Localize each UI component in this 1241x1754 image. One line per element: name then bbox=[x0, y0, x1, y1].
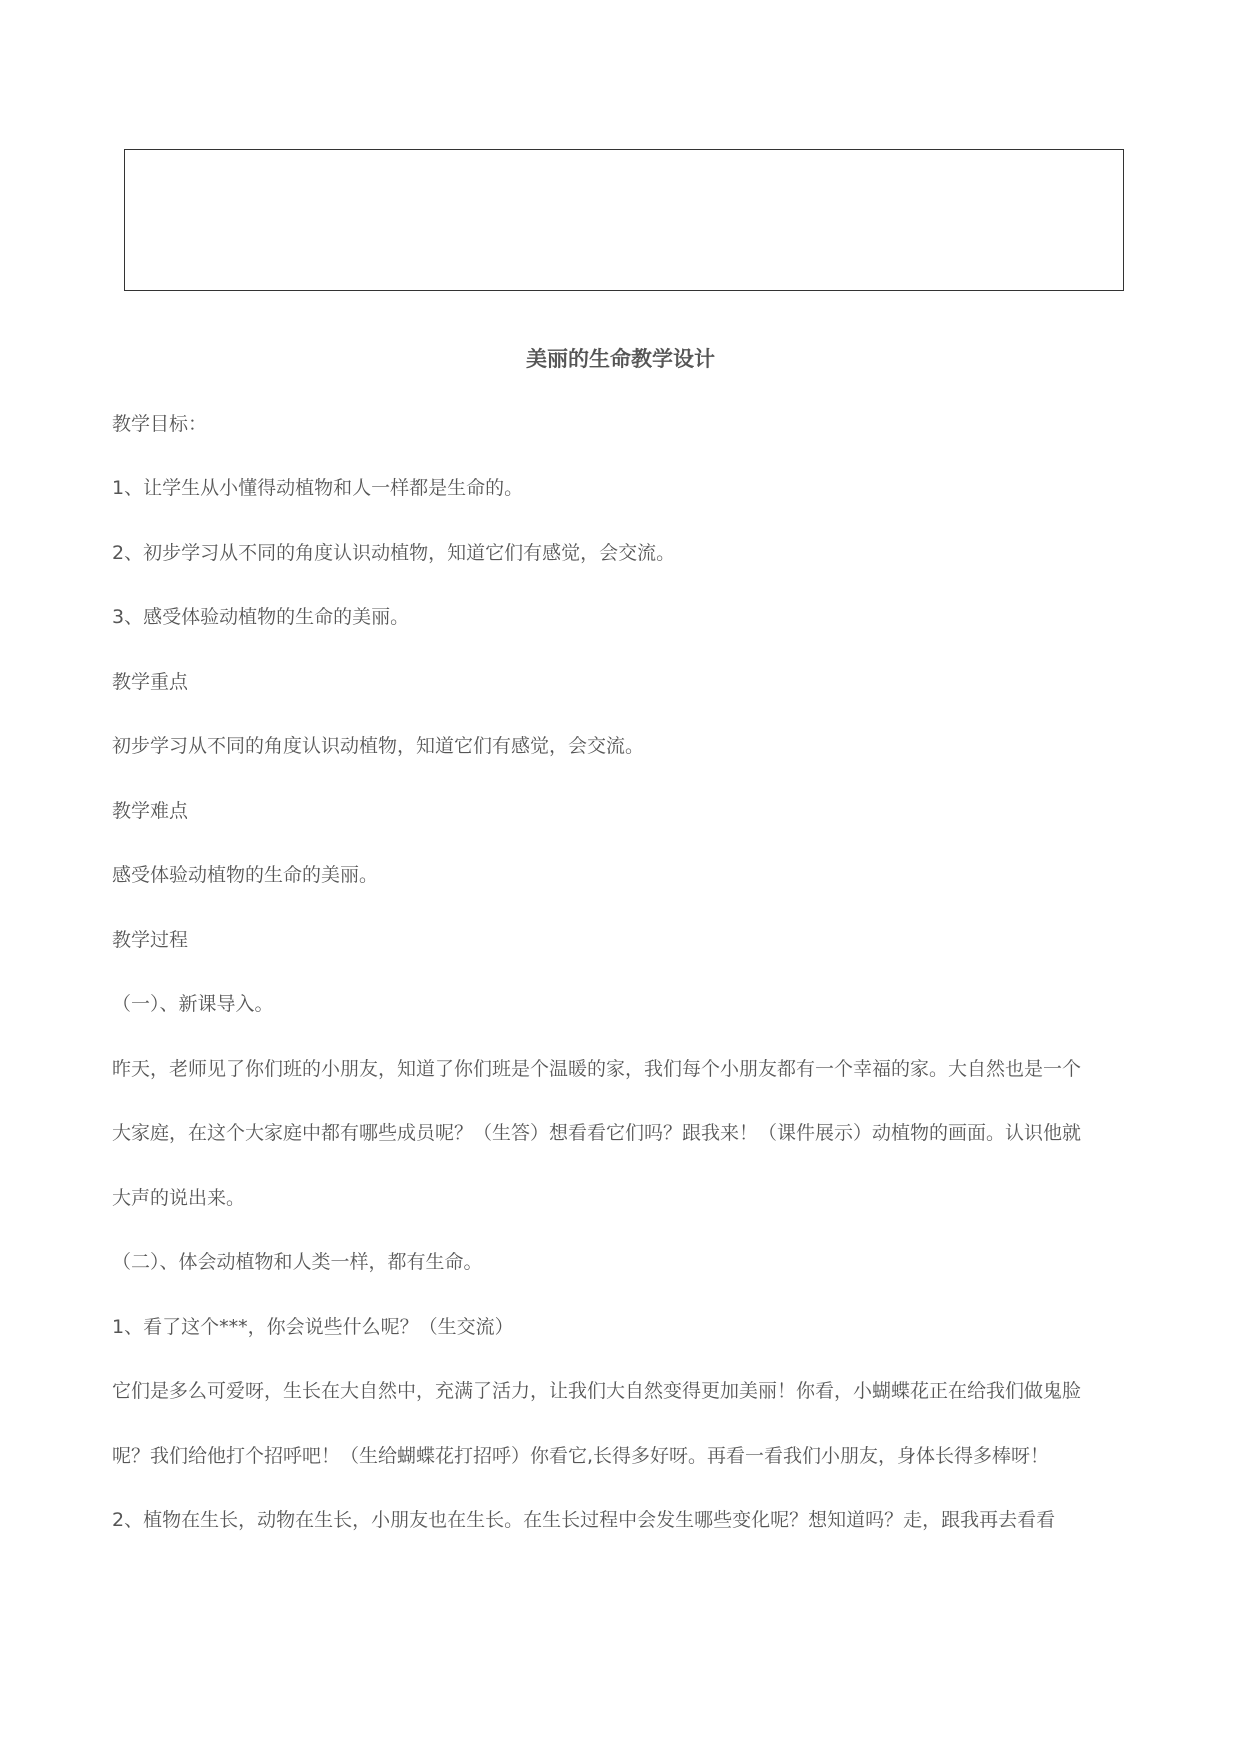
section-heading-objectives: 教学目标： bbox=[112, 413, 208, 435]
paragraph-line: 大声的说出来。 bbox=[112, 1187, 246, 1209]
process-subheading-2: （二）、体会动植物和人类一样，都有生命。 bbox=[112, 1251, 483, 1273]
section-heading-difficulties: 教学难点 bbox=[112, 800, 189, 822]
paragraph-line: 呢？我们给他打个招呼吧！（生给蝴蝶花打招呼）你看它,长得多好呀。再看一看我们小朋友，身体长得多棒呀！ bbox=[112, 1445, 1050, 1467]
section-heading-process: 教学过程 bbox=[112, 929, 189, 951]
header-box bbox=[124, 149, 1124, 291]
objective-item-1: 1、让学生从小懂得动植物和人一样都是生命的。 bbox=[112, 477, 524, 499]
paragraph-line: 1、看了这个***，你会说些什么呢？（生交流） bbox=[112, 1316, 514, 1338]
paragraph-line: 昨天，老师见了你们班的小朋友，知道了你们班是个温暖的家，我们每个小朋友都有一个幸福的家。大自然也是一个 bbox=[112, 1058, 1082, 1080]
paragraph-line: 2、植物在生长，动物在生长，小朋友也在生长。在生长过程中会发生哪些变化呢？想知道吗？走，跟我再去看看 bbox=[112, 1509, 1056, 1531]
section-heading-key-points: 教学重点 bbox=[112, 671, 189, 693]
paragraph-line: 大家庭，在这个大家庭中都有哪些成员呢？（生答）想看看它们吗？跟我来！（课件展示）动植物的画面。认识他就 bbox=[112, 1122, 1082, 1144]
objective-item-3: 3、感受体验动植物的生命的美丽。 bbox=[112, 606, 410, 628]
paragraph-line: 它们是多么可爱呀，生长在大自然中，充满了活力，让我们大自然变得更加美丽！你看，小蝴蝶花正在给我们做鬼脸 bbox=[112, 1380, 1082, 1402]
document-title: 美丽的生命教学设计 bbox=[526, 347, 715, 371]
difficulties-text: 感受体验动植物的生命的美丽。 bbox=[112, 864, 379, 886]
process-subheading-1: （一）、新课导入。 bbox=[112, 993, 274, 1015]
objective-item-2: 2、初步学习从不同的角度认识动植物，知道它们有感觉，会交流。 bbox=[112, 542, 676, 564]
key-points-text: 初步学习从不同的角度认识动植物，知道它们有感觉，会交流。 bbox=[112, 735, 645, 757]
